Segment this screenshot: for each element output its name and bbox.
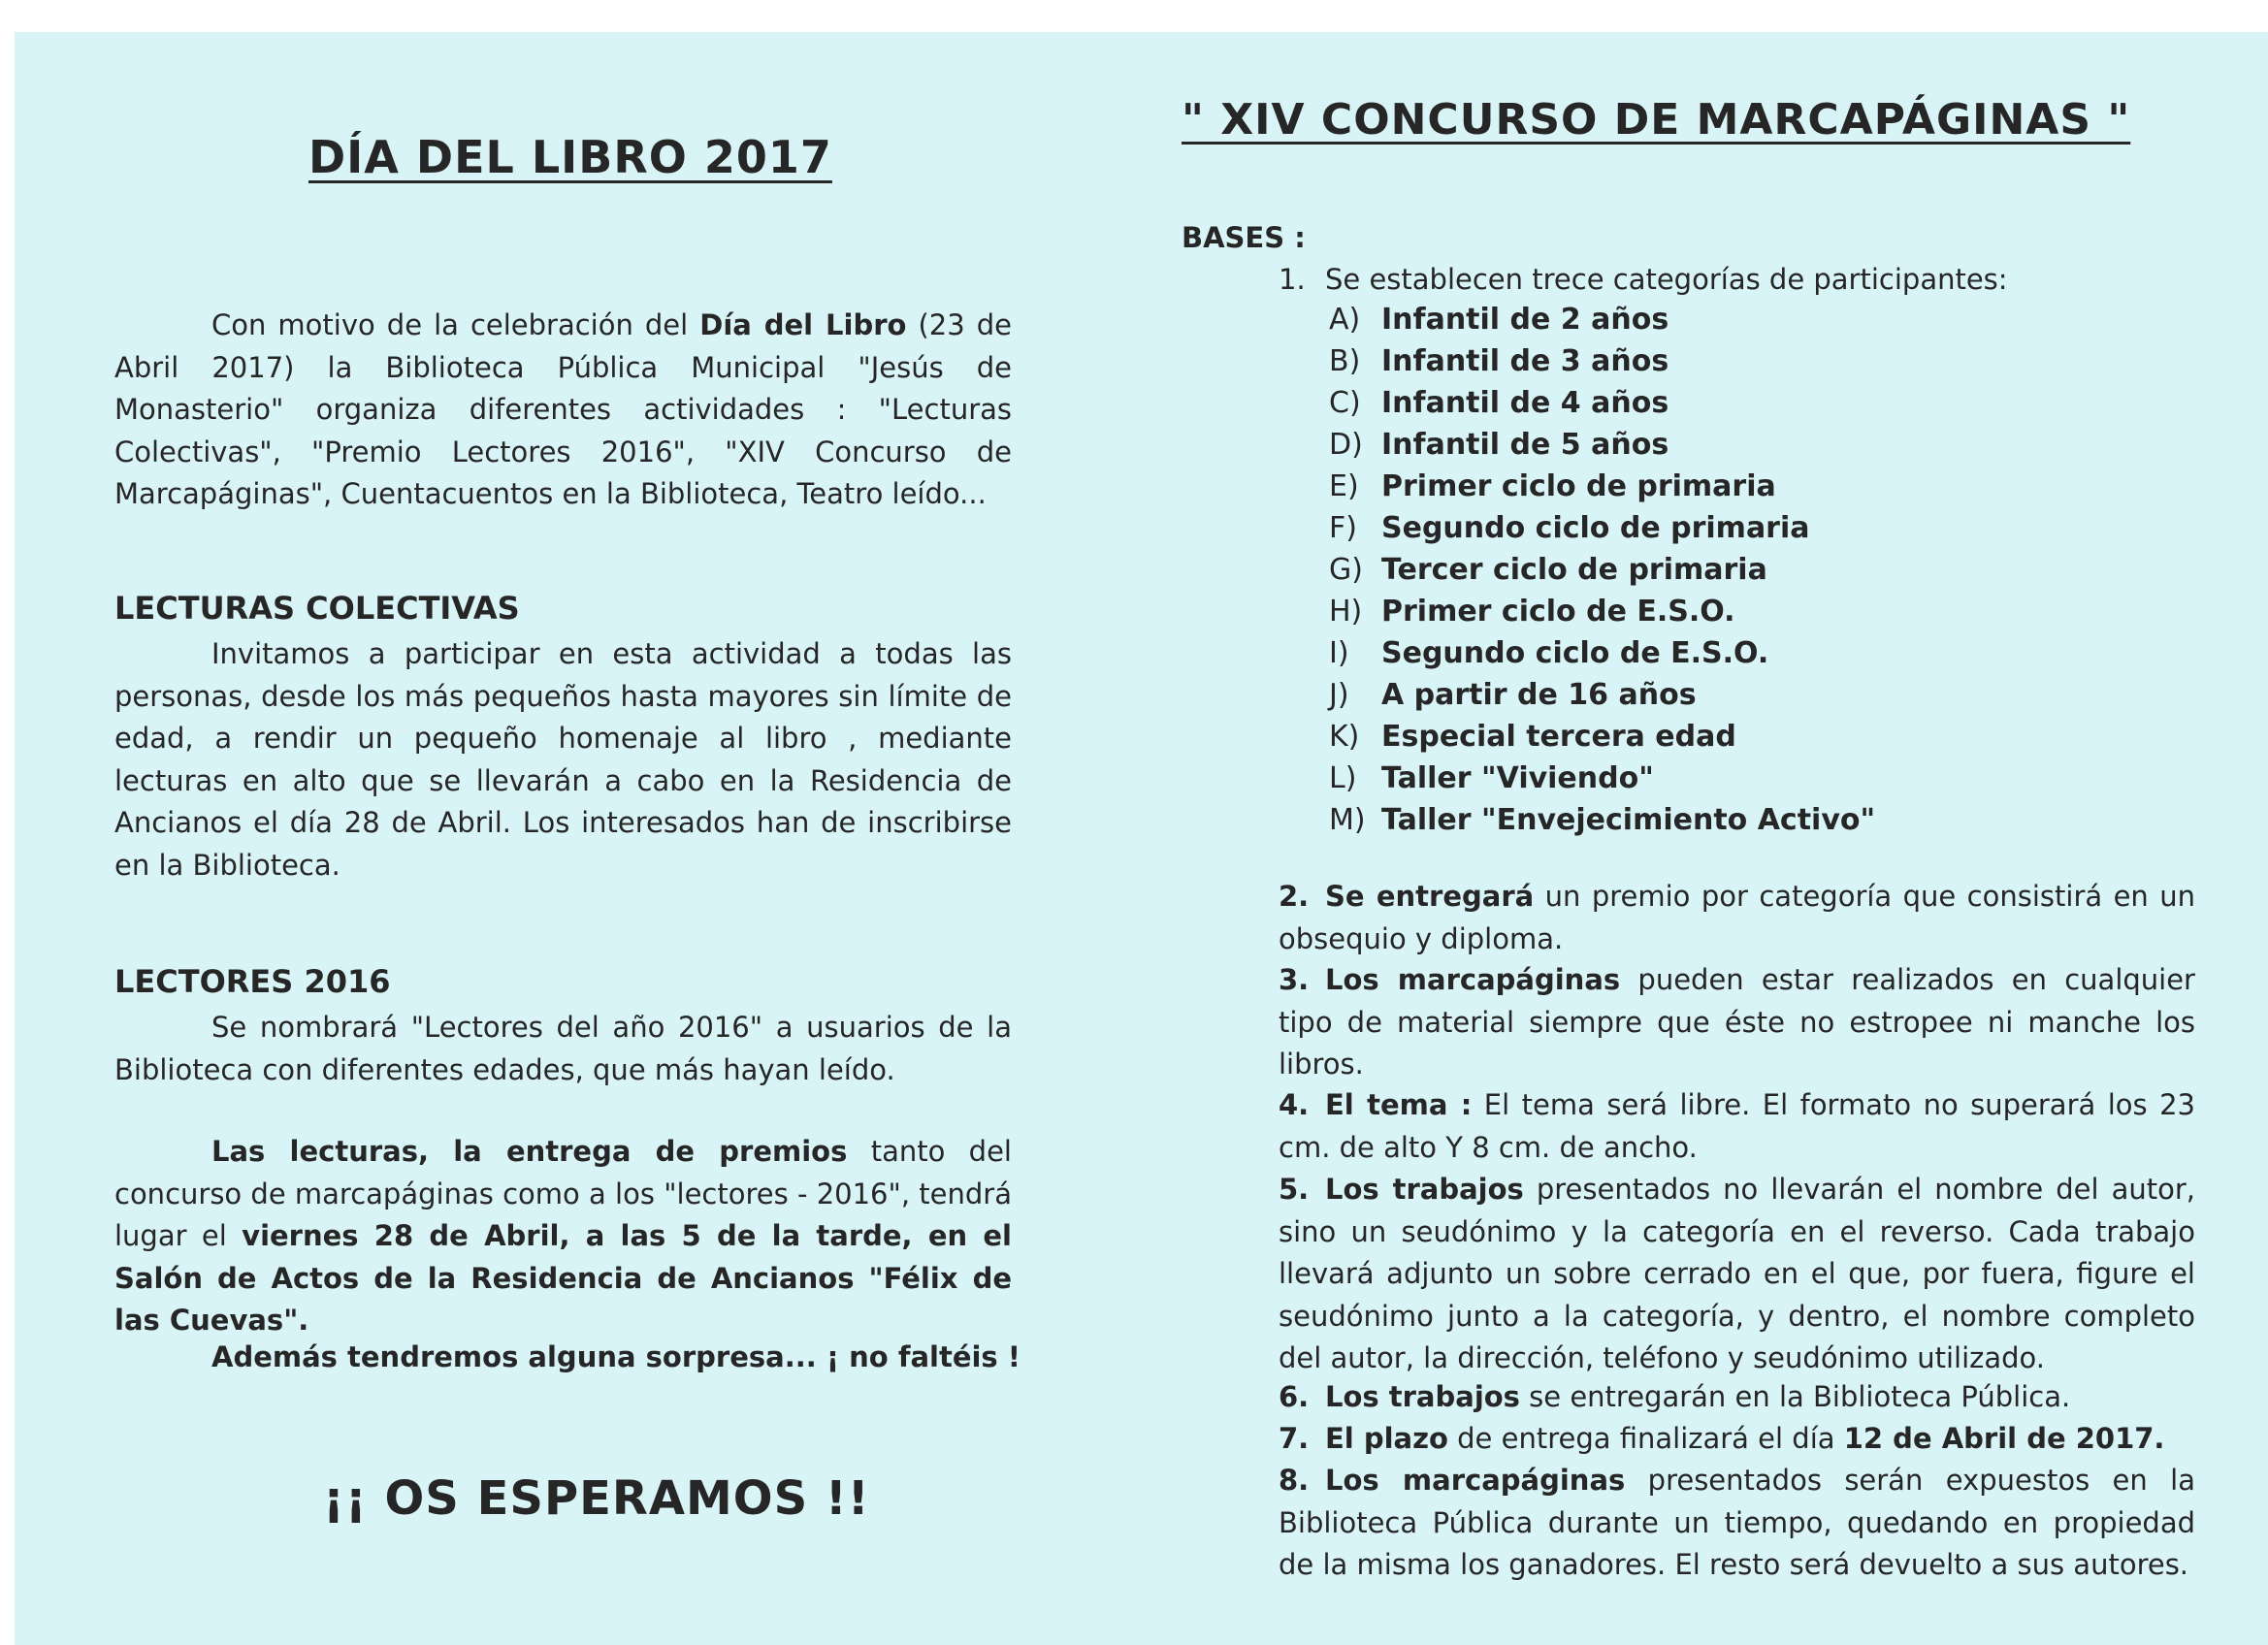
- rule-number: 4.: [1279, 1088, 1310, 1121]
- category-letter: E): [1329, 469, 1359, 503]
- category-text: Infantil de 2 años: [1381, 303, 1669, 337]
- rule-text: Se establecen trece categorías de participantes:: [1325, 263, 2008, 296]
- lectores-heading: LECTORES 2016: [114, 963, 391, 1000]
- category-text: Taller "Viviendo": [1381, 761, 1654, 795]
- category-text: A partir de 16 años: [1381, 678, 1697, 712]
- category-text: Infantil de 3 años: [1381, 344, 1669, 378]
- rule-bold-date: 12 de Abril de 2017.: [1843, 1422, 2165, 1455]
- category-letter: M): [1329, 803, 1366, 837]
- category-text: Segundo ciclo de primaria: [1381, 511, 1810, 545]
- category-letter: J): [1329, 678, 1349, 712]
- category-item: [1329, 595, 1735, 629]
- category-item: [1329, 720, 1736, 754]
- rule-bold: El tema :: [1325, 1088, 1473, 1121]
- rule-text: El tema será libre. El formato no superará los 23 cm. de alto Y 8 cm. de ancho.: [1279, 1088, 2195, 1164]
- contest-title: " XIV CONCURSO DE MARCAPÁGINAS ": [1182, 95, 2131, 145]
- rule-number: 1.: [1279, 263, 1306, 296]
- category-letter: I): [1329, 636, 1349, 670]
- category-item: [1329, 511, 1810, 545]
- rule-item: [1279, 876, 2195, 960]
- rule-bold: El plazo: [1325, 1422, 1448, 1455]
- rule-number: 8.: [1279, 1464, 1310, 1497]
- rule-text: pueden estar realizados en cualquier tipo de material siempre que éste no estropee ni manche los libros.: [1279, 963, 2195, 1081]
- rule-text: presentados serán expuestos en la Biblioteca Pública durante un tiempo, quedando en propiedad de la misma los ganadores. El resto será devuelto a sus autores.: [1279, 1464, 2195, 1581]
- lecturas-colectivas-text: Invitamos a participar en esta actividad a todas las personas, desde los más pequeños hasta mayores sin límite de edad, a rendir un pequeño homenaje al libro , mediante lecturas en alto que se llevarán a cabo en la Residencia de Ancianos el día 28 de Abril. Los interesados han de inscribirse en la Biblioteca.: [114, 637, 1012, 882]
- lectores-text: Se nombrará "Lectores del año 2016" a usuarios de la Biblioteca con diferentes edades, que más hayan leído.: [114, 1011, 1012, 1086]
- rule-text: se entregarán en la Biblioteca Pública.: [1519, 1380, 2071, 1413]
- rule-item: [1279, 1169, 2195, 1380]
- category-item: [1329, 428, 1669, 462]
- entrega-bold-1: Las lecturas, la entrega de premios: [211, 1135, 848, 1168]
- category-item: [1329, 678, 1697, 712]
- rule-bold: Los trabajos: [1325, 1173, 1524, 1206]
- rule-1: [1279, 263, 2008, 296]
- category-item: [1329, 344, 1669, 378]
- rule-item: [1279, 1084, 2195, 1169]
- rule-number: 3.: [1279, 963, 1310, 996]
- intro-text-start: Con motivo de la celebración del: [211, 308, 700, 341]
- category-text: Especial tercera edad: [1381, 720, 1736, 754]
- rule-bold: Se entregará: [1325, 880, 1535, 913]
- rule-text: de entrega finalizará el día: [1447, 1422, 1844, 1455]
- category-item: [1329, 469, 1776, 503]
- intro-text-end: (23 de Abril 2017) la Biblioteca Pública Municipal "Jesús de Monasterio" organiza diferentes actividades : "Lecturas Colectivas", "Premio Lectores 2016", "XIV Concurso de Marcapáginas", Cuentacuentos en la Biblioteca, Teatro leído...: [114, 308, 1013, 510]
- category-letter: H): [1329, 595, 1363, 629]
- left-title: DÍA DEL LIBRO 2017: [308, 131, 832, 183]
- intro-bold: Día del Libro: [699, 308, 907, 341]
- category-text: Taller "Envejecimiento Activo": [1381, 803, 1876, 837]
- category-text: Infantil de 4 años: [1381, 386, 1669, 420]
- category-text: Primer ciclo de E.S.O.: [1381, 595, 1735, 629]
- category-letter: L): [1329, 761, 1357, 795]
- category-letter: B): [1329, 344, 1361, 378]
- rule-number: 6.: [1279, 1380, 1310, 1413]
- intro-paragraph: [114, 305, 1012, 516]
- rule-bold: Los marcapáginas: [1325, 963, 1621, 996]
- category-letter: C): [1329, 386, 1361, 420]
- category-letter: G): [1329, 553, 1363, 587]
- rule-bold: Los marcapáginas: [1325, 1464, 1626, 1497]
- bases-label: BASES :: [1182, 221, 1306, 254]
- category-item: [1329, 803, 1875, 837]
- category-item: [1329, 386, 1669, 420]
- rule-item: [1279, 959, 2195, 1086]
- category-item: [1329, 553, 1767, 587]
- lecturas-colectivas-heading: LECTURAS COLECTIVAS: [114, 590, 520, 627]
- category-letter: A): [1329, 303, 1361, 337]
- rule-item: [1279, 1460, 2195, 1587]
- rule-item: [1279, 1376, 2195, 1419]
- rule-text: un premio por categoría que consistirá en un obsequio y diploma.: [1279, 880, 2195, 955]
- category-text: Primer ciclo de primaria: [1381, 469, 1776, 503]
- category-text: Infantil de 5 años: [1381, 428, 1669, 462]
- category-letter: D): [1329, 428, 1363, 462]
- rule-number: 7.: [1279, 1422, 1310, 1455]
- rule-number: 5.: [1279, 1173, 1310, 1206]
- category-item: [1329, 636, 1768, 670]
- rule-text: presentados no llevarán el nombre del autor, sino un seudónimo y la categoría en el reverso. Cada trabajo llevará adjunto un sobre cerrado en el que, por fuera, figure el seudónimo junto a la categoría, y dentro, el nombre completo del autor, la dirección, teléfono y seudónimo utilizado.: [1279, 1173, 2195, 1374]
- category-letter: K): [1329, 720, 1360, 754]
- rule-bold: Los trabajos: [1325, 1380, 1520, 1413]
- entrega-text: tanto del concurso de marcapáginas como a los "lectores - 2016", tendrá lugar el: [114, 1135, 1012, 1252]
- entrega-paragraph: [114, 1131, 1012, 1342]
- category-text: Tercer ciclo de primaria: [1381, 553, 1767, 587]
- entrega-bold-2: viernes 28 de Abril, a las 5 de la tarde, en el Salón de Actos de la Residencia de Ancianos "Félix de las Cuevas".: [114, 1219, 1012, 1337]
- category-letter: F): [1329, 511, 1357, 545]
- surprise-line: Además tendremos alguna sorpresa... ¡ no faltéis !: [211, 1340, 1021, 1373]
- closing-line: ¡¡ OS ESPERAMOS !!: [323, 1471, 870, 1526]
- rule-number: 2.: [1279, 880, 1310, 913]
- rule-item: [1279, 1418, 2195, 1461]
- category-item: [1329, 303, 1669, 337]
- category-item: [1329, 761, 1654, 795]
- category-text: Segundo ciclo de E.S.O.: [1381, 636, 1769, 670]
